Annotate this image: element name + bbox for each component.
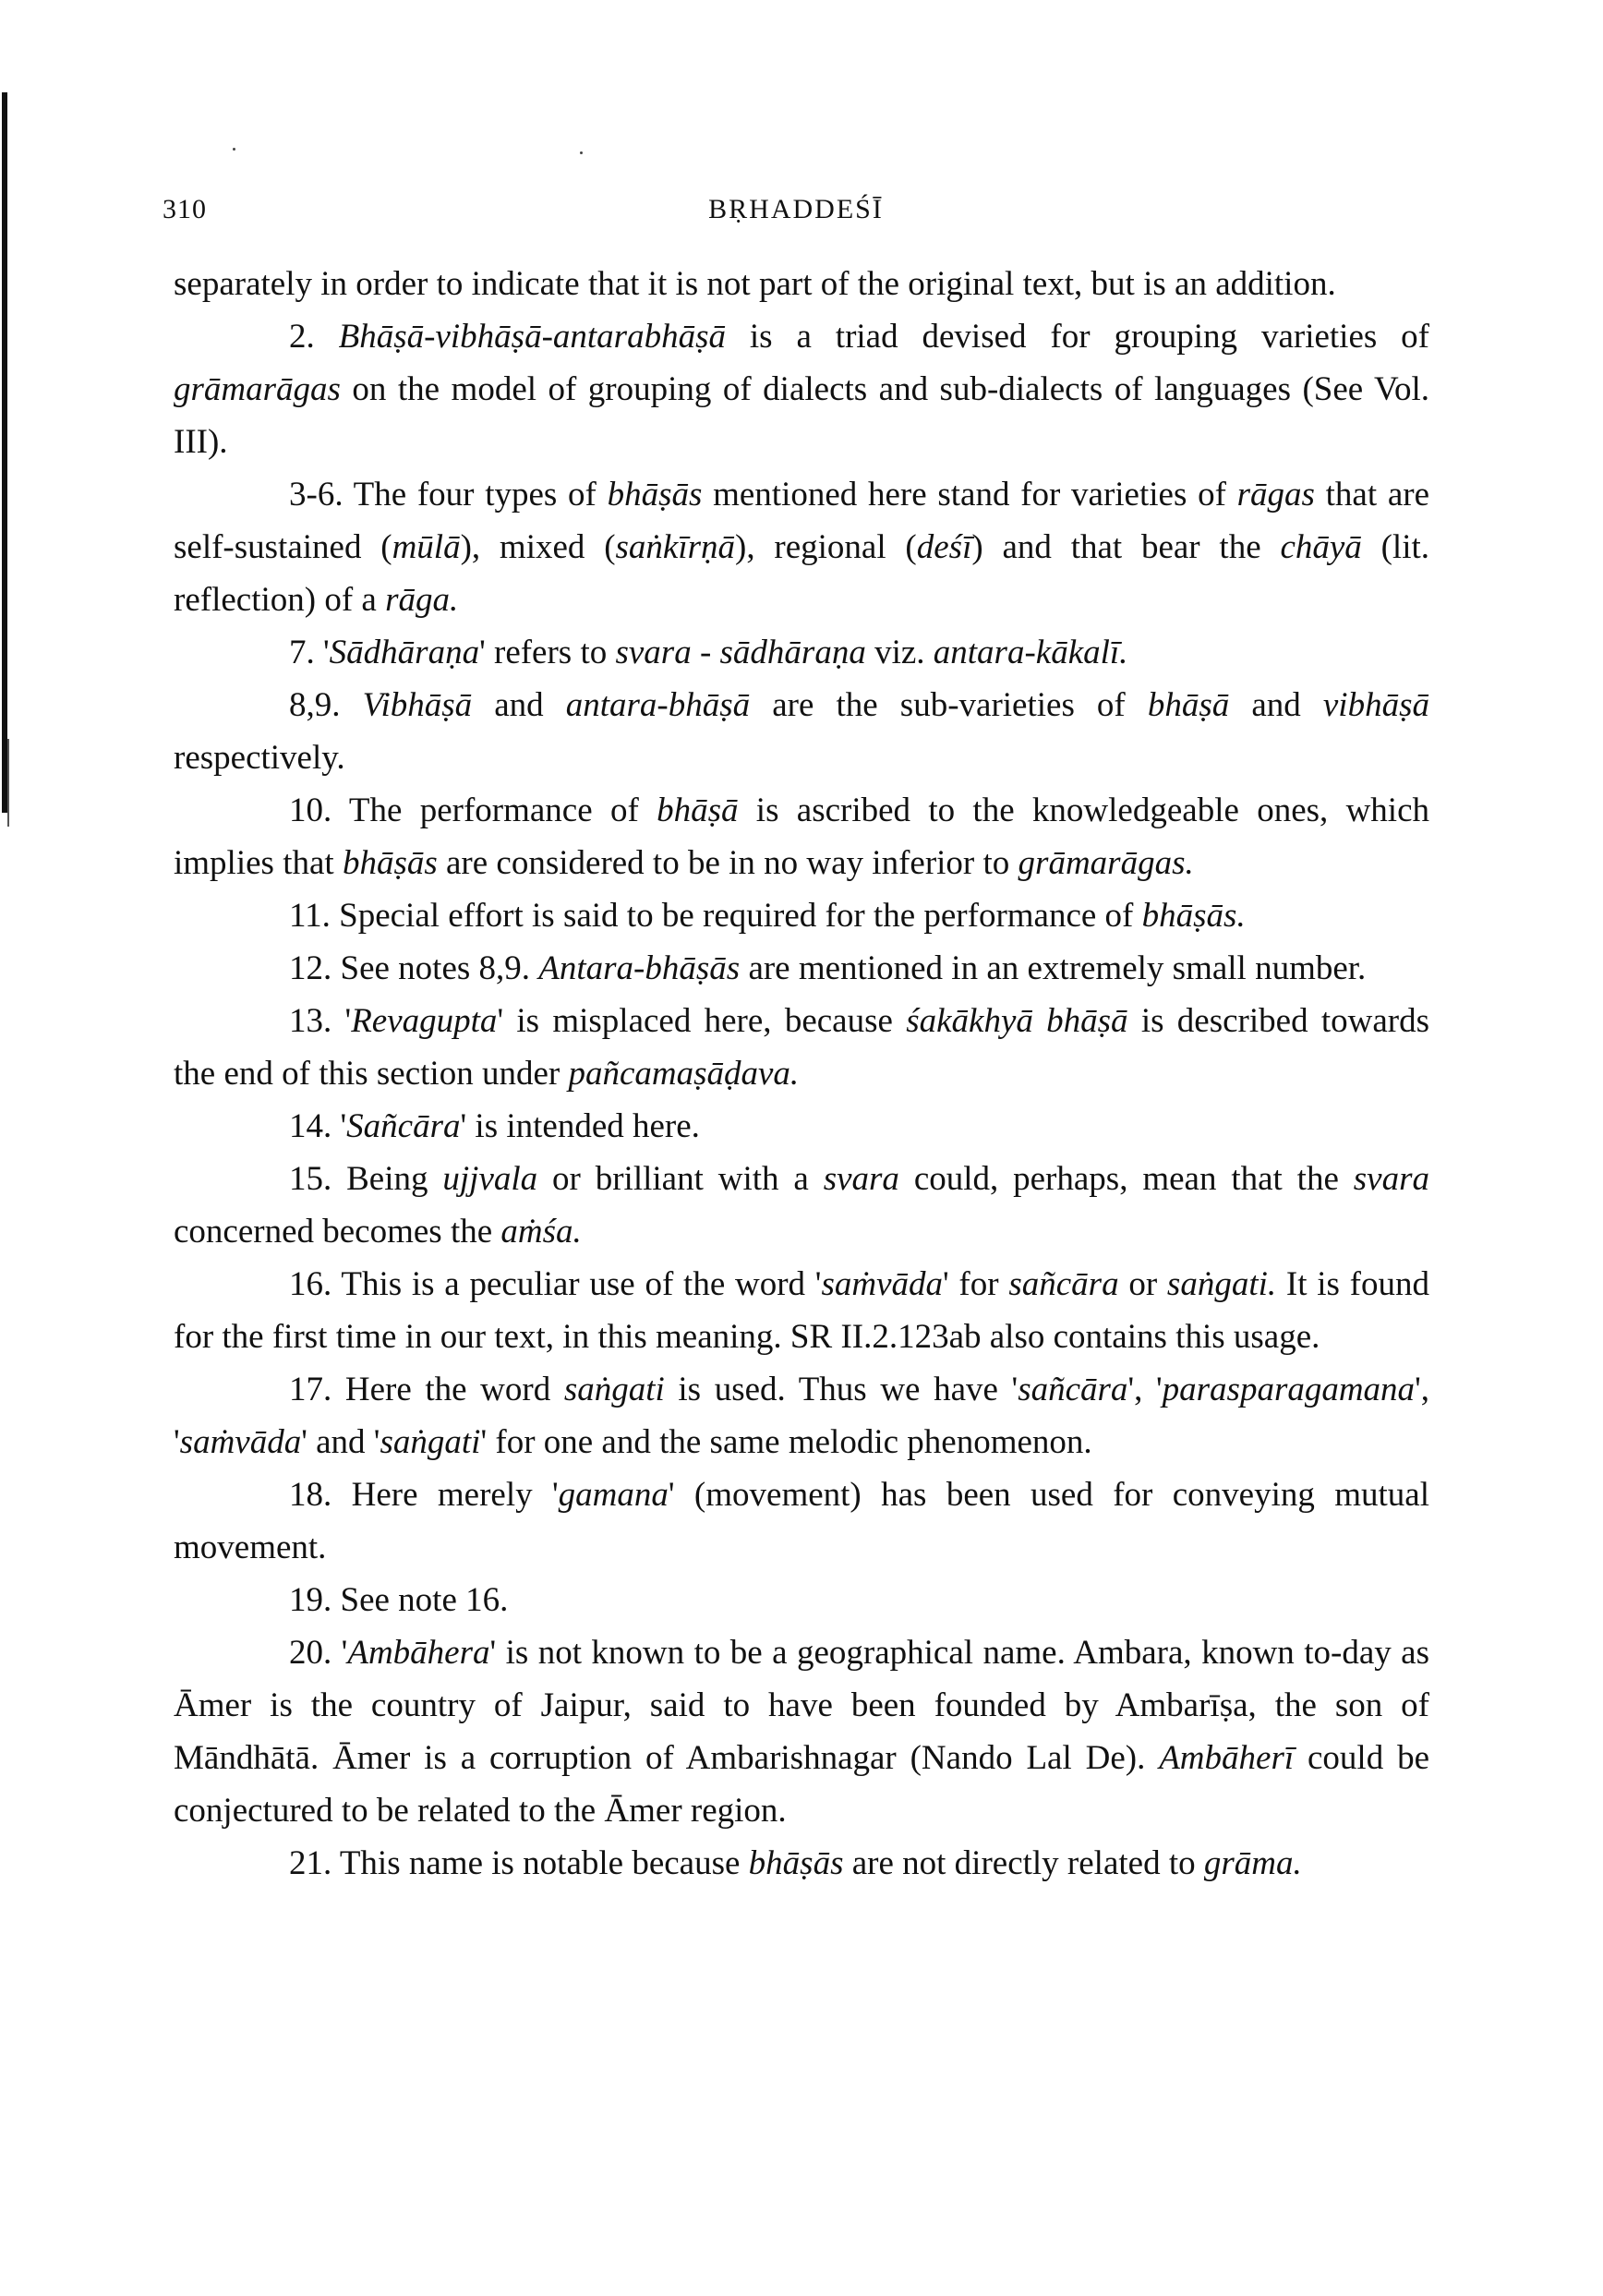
italic-term: Sādhāraṇa (329, 634, 480, 671)
text-run: ' and ' (301, 1423, 380, 1461)
running-head (163, 194, 1429, 231)
text-run: ' refers to (479, 634, 616, 671)
note-paragraph (174, 310, 1429, 468)
italic-term: saṅkīrṇā (615, 528, 736, 566)
italic-term: Bhāṣā-vibhāṣā-antarabhāṣā (338, 318, 726, 356)
scan-margin-rule-lower (7, 739, 9, 827)
italic-term: saṅgati (380, 1423, 481, 1461)
text-run: 15. Being (289, 1160, 443, 1198)
text-run: 17. Here the word (289, 1371, 564, 1408)
text-run: that are self-sustained ( (174, 476, 1429, 566)
text-run: ', ' (174, 1371, 1429, 1461)
text-run: respectively. (174, 739, 345, 777)
italic-term: bhāṣās. (1141, 897, 1246, 935)
text-run: ), regional ( (735, 528, 917, 566)
text-run: ' for one and the same melodic phenomenon. (480, 1423, 1092, 1461)
italic-term: sañcāra (1008, 1265, 1119, 1303)
note-paragraph (174, 1363, 1429, 1468)
text-run: ), mixed ( (460, 528, 616, 566)
note-paragraph (174, 1468, 1429, 1574)
text-run: concerned becomes the (174, 1213, 501, 1251)
italic-term: aṁśa. (500, 1213, 582, 1251)
text-run: ', ' (1127, 1371, 1163, 1408)
italic-term: grāma. (1203, 1844, 1302, 1882)
text-run: are the sub-varieties of (750, 686, 1148, 724)
italic-term: parasparagamana (1162, 1371, 1416, 1408)
text-run: 8,9. (289, 686, 363, 724)
italic-term: Ambāherī (1159, 1739, 1295, 1777)
italic-term: rāgas (1236, 476, 1315, 514)
italic-term: saṅgati (563, 1371, 665, 1408)
italic-term: pañcamaṣāḍava. (568, 1055, 800, 1093)
italic-term: svara - sādhāraṇa (615, 634, 866, 671)
scan-speck (580, 151, 583, 154)
italic-term: deśī (916, 528, 972, 566)
note-paragraph (174, 1100, 1429, 1153)
italic-term: bhāṣās (607, 476, 703, 514)
note-paragraph (174, 1258, 1429, 1363)
text-run: could be conjectured to be related to the Āmer region. (174, 1739, 1430, 1830)
text-run: mentioned here stand for varieties of (702, 476, 1237, 514)
text-run: 3-6. The four types of (289, 476, 608, 514)
note-paragraph (174, 1574, 1429, 1626)
text-run: ) and that bear the (971, 528, 1281, 566)
text-run: or brilliant with a (537, 1160, 824, 1198)
text-run: 19. See note 16. (289, 1581, 509, 1619)
text-run: 12. See notes 8,9. (289, 949, 539, 987)
text-run: and (472, 686, 566, 724)
note-paragraph (174, 995, 1429, 1100)
text-run: separately in order to indicate that it is not part of the original text, but is an addition. (174, 265, 1336, 303)
italic-term: bhāṣā (1147, 686, 1230, 724)
text-run: 20. ' (289, 1634, 348, 1672)
text-run: 21. This name is notable because (289, 1844, 749, 1882)
note-paragraph (174, 942, 1429, 995)
note-paragraph (174, 626, 1429, 679)
italic-term: svara (823, 1160, 899, 1198)
text-run: viz. (865, 634, 934, 671)
italic-term: antara-kākalī. (933, 634, 1128, 671)
text-run: 7. ' (289, 634, 330, 671)
text-run: is used. Thus we have ' (664, 1371, 1018, 1408)
page-number: 310 (163, 194, 207, 224)
note-paragraph (174, 1837, 1429, 1890)
italic-term: sañcāra (1018, 1371, 1128, 1408)
text-run: ' is misplaced here, because (497, 1002, 907, 1040)
text-run: 18. Here merely ' (289, 1476, 559, 1514)
note-paragraph (174, 784, 1429, 889)
text-run: 2. (289, 318, 339, 356)
italic-term: bhāṣās (748, 1844, 844, 1882)
text-run: ' for (943, 1265, 1009, 1303)
italic-term: saṁvāda (821, 1265, 944, 1303)
text-run: is a triad devised for grouping varieties of (725, 318, 1429, 356)
notes-body (174, 258, 1429, 1890)
text-run: 13. ' (289, 1002, 352, 1040)
text-run: on the model of grouping of dialects and sub-dialects of languages (See Vol. III). (174, 370, 1429, 461)
note-paragraph (174, 258, 1429, 310)
italic-term: mūlā (392, 528, 461, 566)
text-run: could, perhaps, mean that the (898, 1160, 1354, 1198)
text-run: or (1118, 1265, 1167, 1303)
italic-term: gamana (558, 1476, 669, 1514)
text-run: ' (movement) has been used for conveying mutual movement. (174, 1476, 1430, 1566)
text-run: (lit. reflection) of a (174, 528, 1430, 619)
italic-term: Antara-bhāṣās (538, 949, 741, 987)
italic-term: Revagupta (351, 1002, 498, 1040)
text-run: ' is intended here. (460, 1107, 700, 1145)
note-paragraph (174, 679, 1429, 784)
running-title: BṚHADDEŚĪ (708, 194, 884, 224)
italic-term: chāyā (1280, 528, 1362, 566)
italic-term: saṁvāda (179, 1423, 302, 1461)
scan-margin-rule (2, 92, 7, 813)
text-run: It is found for the first time in our text, in this meaning. SR II.2.123ab also contains this usage. (174, 1265, 1430, 1356)
italic-term: rāga. (385, 581, 459, 619)
italic-term: svara (1353, 1160, 1429, 1198)
text-run: 11. Special effort is said to be required for the performance of (289, 897, 1142, 935)
scan-speck (233, 148, 235, 151)
italic-term: Vibhāṣā (362, 686, 473, 724)
text-run: 16. This is a peculiar use of the word ' (289, 1265, 822, 1303)
note-paragraph (174, 889, 1429, 942)
italic-term: ujjvala (442, 1160, 538, 1198)
italic-term: bhāṣā (657, 792, 739, 829)
italic-term: grāmarāgas (174, 370, 341, 408)
italic-term: grāmarāgas. (1018, 844, 1194, 882)
text-run: is described towards the end of this section under (174, 1002, 1429, 1093)
text-run: and (1229, 686, 1323, 724)
text-run: are considered to be in no way inferior to (437, 844, 1018, 882)
italic-term: Sañcāra (346, 1107, 461, 1145)
text-run: ' is not known to be a geographical name. Ambara, known to-day as Āmer is the country of Jaipur, said to have been founded by Ambarīṣa, the son of Māndhātā. Āmer is a corruption of Ambarishnagar (Nando Lal De). (174, 1634, 1430, 1777)
text-run: are mentioned in an extremely small number. (740, 949, 1367, 987)
text-run: are not directly related to (843, 1844, 1204, 1882)
italic-term: antara-bhāṣā (565, 686, 751, 724)
text-run: 14. ' (289, 1107, 347, 1145)
italic-term: saṅgati. (1166, 1265, 1277, 1303)
italic-term: vibhāṣā (1322, 686, 1429, 724)
italic-term: bhāṣās (342, 844, 438, 882)
note-paragraph (174, 468, 1429, 626)
text-run: 10. The performance of (289, 792, 657, 829)
note-paragraph (174, 1153, 1429, 1258)
text-run: is ascribed to the knowledgeable ones, which implies that (174, 792, 1430, 882)
note-paragraph (174, 1626, 1429, 1837)
italic-term: Ambāhera (347, 1634, 490, 1672)
italic-term: śakākhyā bhāṣā (906, 1002, 1128, 1040)
